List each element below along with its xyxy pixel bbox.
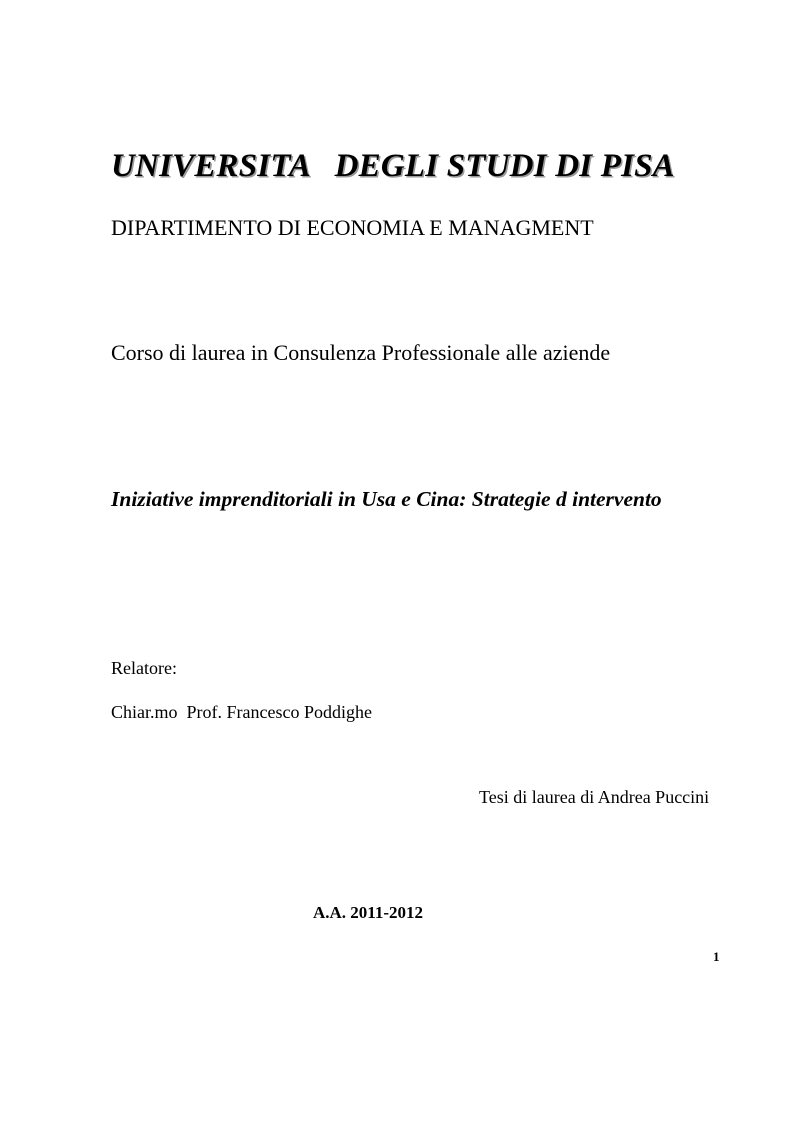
course-name: Corso di laurea in Consulenza Professionale alle aziende — [111, 340, 611, 365]
page-number: 1 — [713, 949, 720, 964]
department-name: DIPARTIMENTO DI ECONOMIA E MANAGMENT — [111, 215, 594, 240]
academic-year: A.A. 2011-2012 — [313, 903, 424, 922]
advisor-name: Chiar.mo Prof. Francesco Poddighe — [111, 702, 372, 722]
advisor-label: Relatore: — [111, 658, 177, 678]
thesis-title: Iniziative imprenditoriali in Usa e Cina: Strategie d intervento — [111, 487, 662, 511]
university-name: UNIVERSITA DEGLI STUDI DI PISA — [111, 148, 675, 184]
thesis-author: Tesi di laurea di Andrea Puccini — [479, 787, 710, 807]
